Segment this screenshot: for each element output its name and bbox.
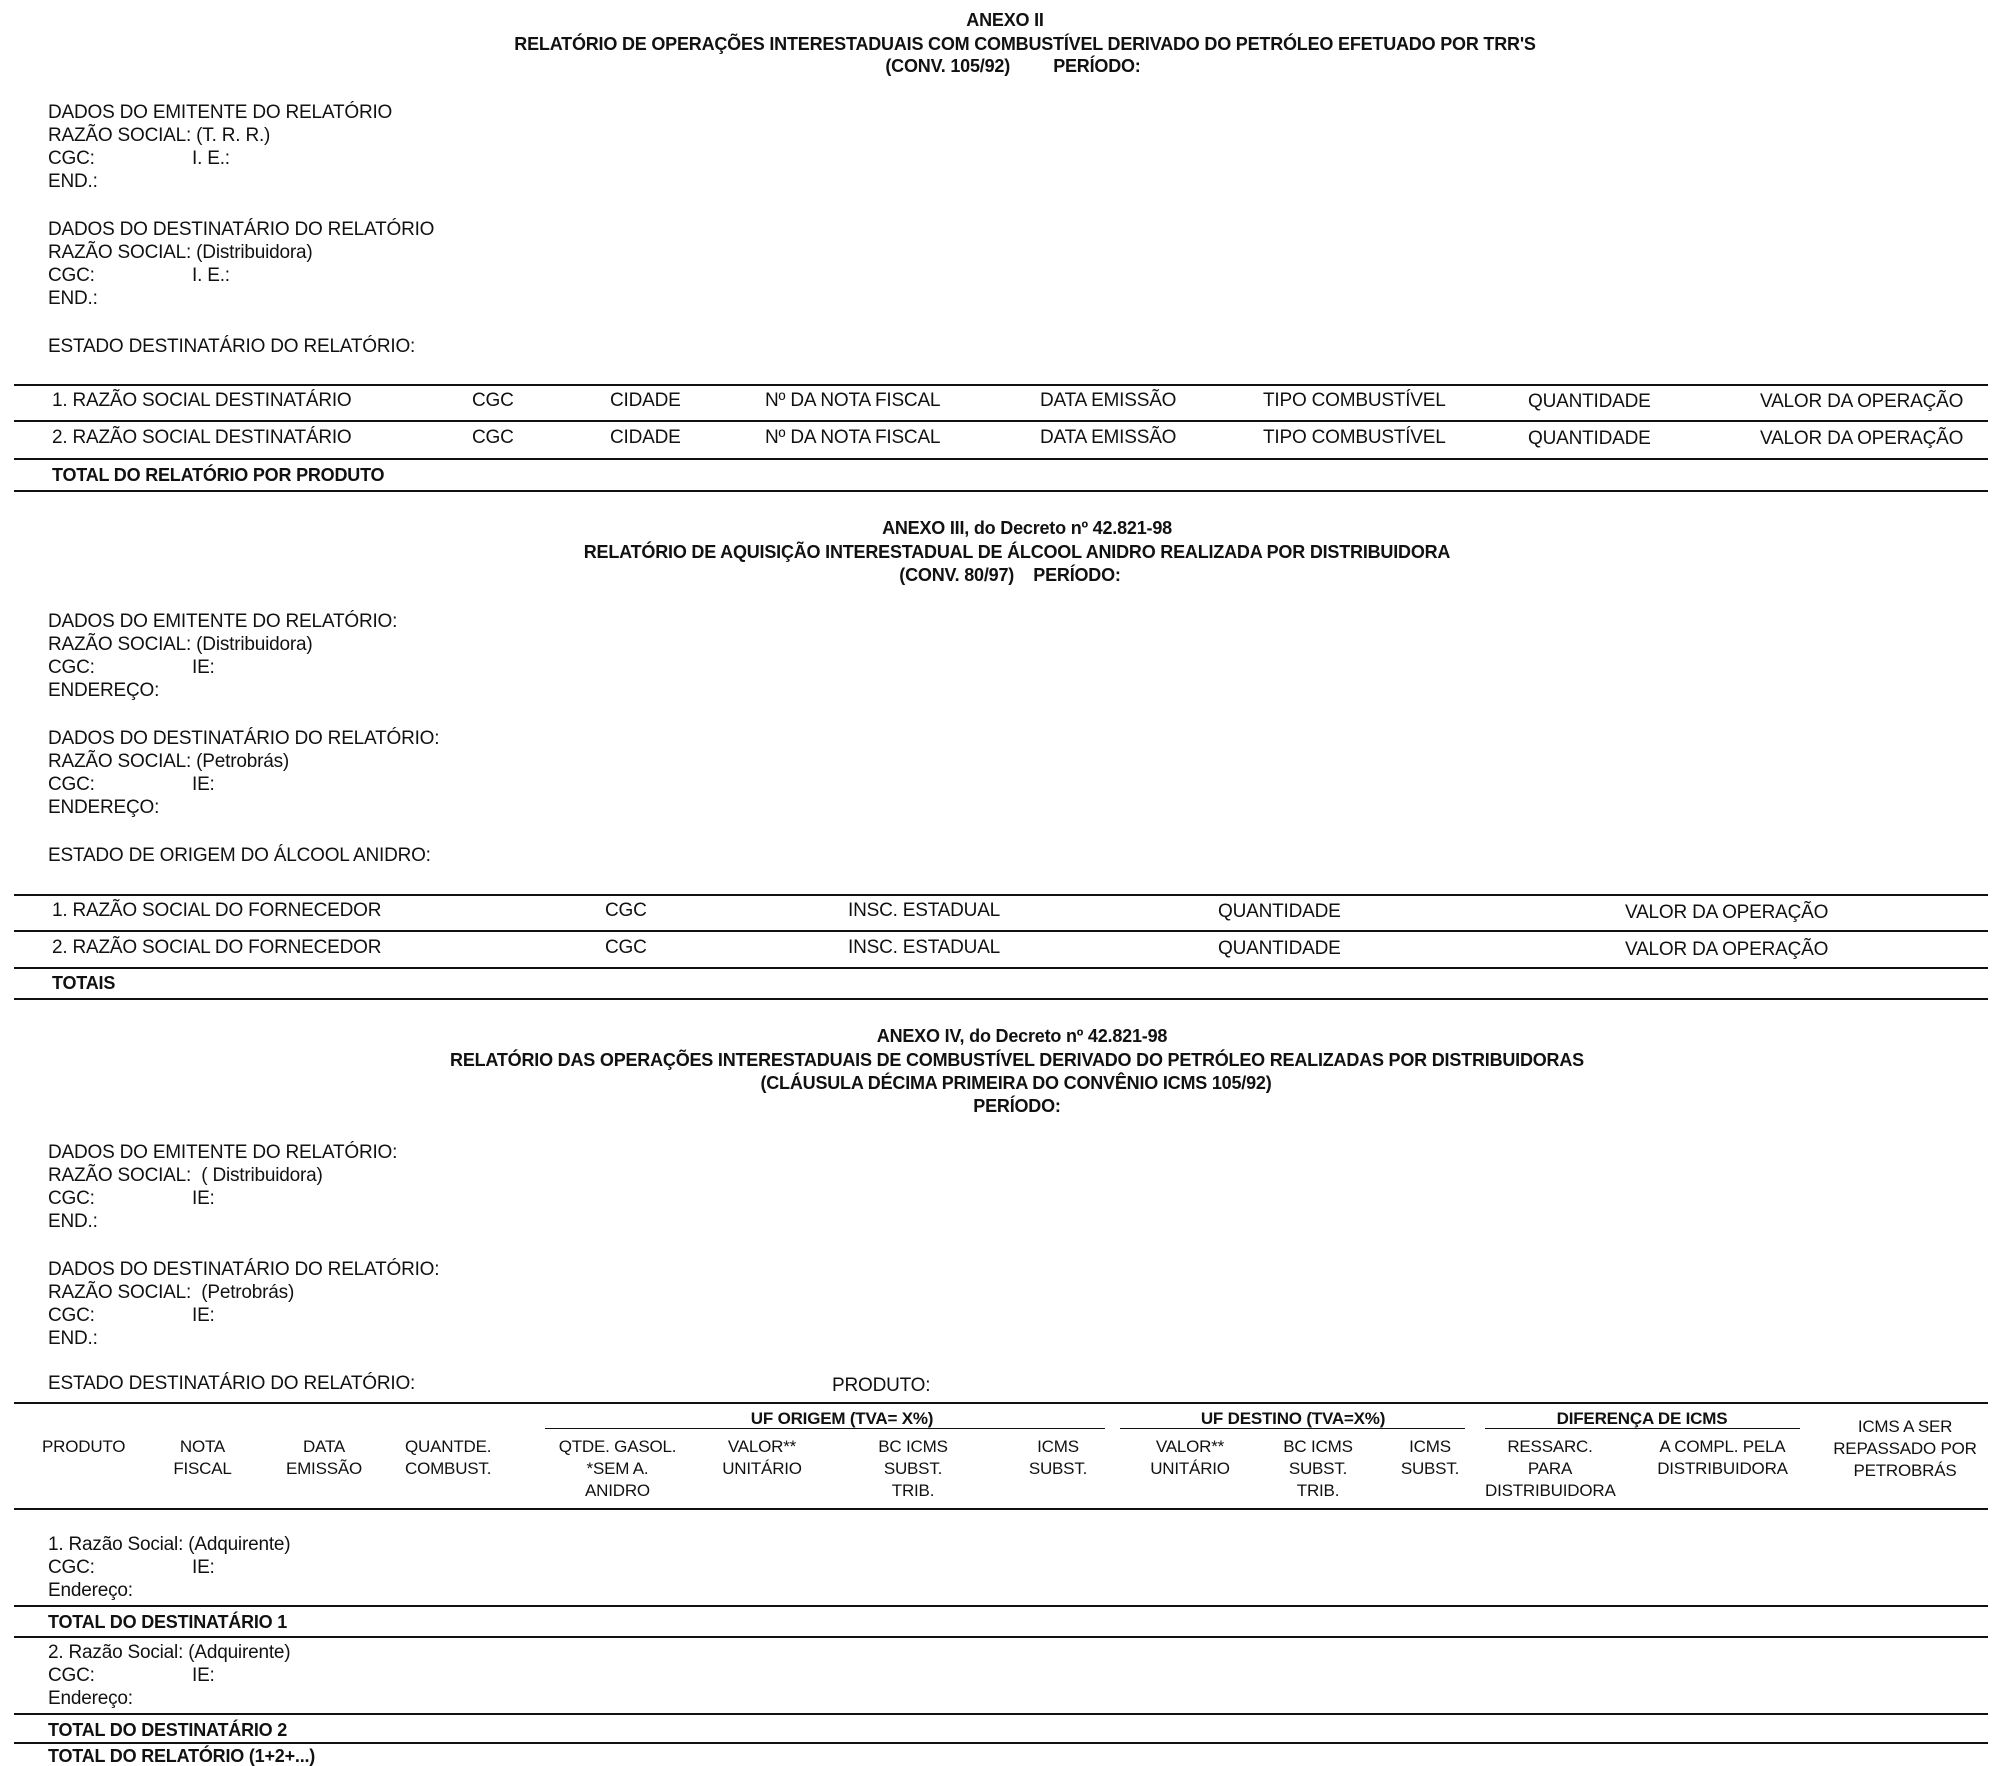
anexo-ii-conv-periodo: (CONV. 105/92) PERÍODO:: [885, 56, 1141, 76]
anexo-iv-title: ANEXO IV, do Decreto nº 42.821-98: [876, 1026, 1168, 1046]
rule: [14, 998, 1988, 1000]
tipo-combustivel-cell: TIPO COMBUSTÍVEL: [1263, 427, 1446, 448]
anexo-iv-clausula: (CLÁUSULA DÉCIMA PRIMEIRA DO CONVÊNIO ICMS 105/92): [760, 1073, 1272, 1093]
emitente-heading: DADOS DO EMITENTE DO RELATÓRIO:: [48, 611, 398, 632]
insc-estadual-cell: INSC. ESTADUAL: [848, 937, 1001, 958]
diferenca-icms-header: DIFERENÇA DE ICMS: [1556, 1409, 1728, 1428]
emitente-cgc: CGC:: [48, 1188, 95, 1209]
adquirente-2-endereco: Endereço:: [48, 1688, 133, 1709]
rule: [545, 1428, 1105, 1429]
destinatario-heading: DADOS DO DESTINATÁRIO DO RELATÓRIO:: [48, 1259, 440, 1280]
rule: [14, 1742, 1988, 1744]
anexo-iv-subtitle: RELATÓRIO DAS OPERAÇÕES INTERESTADUAIS DE COMBUSTÍVEL DERIVADO DO PETRÓLEO REALIZADAS POR DISTRIBUIDORAS: [450, 1050, 1584, 1070]
col-valor-unitario-destino: VALOR** UNITÁRIO: [1150, 1437, 1230, 1478]
col-quantde-combust: QUANTDE. COMBUST.: [405, 1437, 492, 1478]
razao-social-cell: 1. RAZÃO SOCIAL DESTINATÁRIO: [52, 390, 352, 411]
razao-social-cell: 2. RAZÃO SOCIAL DESTINATÁRIO: [52, 427, 352, 448]
destinatario-ie: I. E.:: [192, 265, 230, 286]
anexo-iii-subtitle: RELATÓRIO DE AQUISIÇÃO INTERESTADUAL DE ÁLCOOL ANIDRO REALIZADA POR DISTRIBUIDORA: [583, 542, 1451, 562]
col-valor-unitario-origem: VALOR** UNITÁRIO: [722, 1437, 802, 1478]
col-nota-fiscal: NOTA FISCAL: [173, 1437, 232, 1478]
rule: [14, 420, 1988, 422]
total-relatorio: TOTAL DO RELATÓRIO (1+2+...): [48, 1746, 316, 1766]
valor-operacao-cell: VALOR DA OPERAÇÃO: [1760, 428, 1964, 449]
anexo-iii-conv-periodo: (CONV. 80/97) PERÍODO:: [899, 565, 1121, 585]
col-bc-icms-destino: BC ICMS SUBST. TRIB.: [1283, 1437, 1353, 1500]
estado-origem: ESTADO DE ORIGEM DO ÁLCOOL ANIDRO:: [48, 845, 431, 866]
emitente-endereco: END.:: [48, 1211, 98, 1232]
rule: [14, 490, 1988, 492]
emitente-heading: DADOS DO EMITENTE DO RELATÓRIO: [48, 102, 393, 123]
adquirente-1-razao-social: 1. Razão Social: (Adquirente): [48, 1534, 291, 1555]
rule: [14, 967, 1988, 969]
adquirente-1-ie: IE:: [192, 1557, 215, 1578]
rule: [14, 1713, 1988, 1715]
cidade-cell: CIDADE: [610, 427, 681, 448]
totais: TOTAIS: [52, 973, 116, 993]
cgc-cell: CGC: [472, 390, 514, 411]
anexo-iii-title: ANEXO III, do Decreto nº 42.821-98: [882, 518, 1172, 538]
produto-label: PRODUTO:: [832, 1375, 931, 1396]
col-bc-icms-origem: BC ICMS SUBST. TRIB.: [878, 1437, 948, 1500]
adquirente-2-razao-social: 2. Razão Social: (Adquirente): [48, 1642, 291, 1663]
destinatario-ie: IE:: [192, 774, 215, 795]
rule: [1120, 1428, 1465, 1429]
cgc-cell: CGC: [605, 900, 647, 921]
emitente-heading: DADOS DO EMITENTE DO RELATÓRIO:: [48, 1142, 398, 1163]
adquirente-2-ie: IE:: [192, 1665, 215, 1686]
col-compl-distribuidora: A COMPL. PELA DISTRIBUIDORA: [1657, 1437, 1788, 1478]
destinatario-endereco: END.:: [48, 288, 98, 309]
col-data-emissao: DATA EMISSÃO: [285, 1437, 363, 1478]
data-emissao-cell: DATA EMISSÃO: [1040, 390, 1177, 411]
emitente-cgc: CGC:: [48, 657, 95, 678]
rule: [14, 1402, 1988, 1404]
valor-operacao-cell: VALOR DA OPERAÇÃO: [1625, 939, 1829, 960]
estado-destinatario: ESTADO DESTINATÁRIO DO RELATÓRIO:: [48, 1373, 416, 1394]
nota-fiscal-cell: Nº DA NOTA FISCAL: [765, 390, 941, 411]
col-icms-subst-origem: ICMS SUBST.: [1028, 1437, 1088, 1478]
rule: [14, 1636, 1988, 1638]
razao-social-cell: 1. RAZÃO SOCIAL DO FORNECEDOR: [52, 900, 382, 921]
emitente-ie: IE:: [192, 657, 215, 678]
anexo-ii-title: ANEXO II: [966, 10, 1044, 30]
adquirente-1-endereco: Endereço:: [48, 1580, 133, 1601]
destinatario-razao-social: RAZÃO SOCIAL: (Petrobrás): [48, 1282, 295, 1303]
destinatario-heading: DADOS DO DESTINATÁRIO DO RELATÓRIO:: [48, 728, 440, 749]
cidade-cell: CIDADE: [610, 390, 681, 411]
emitente-ie: IE:: [192, 1188, 215, 1209]
total-destinatario-1: TOTAL DO DESTINATÁRIO 1: [48, 1612, 288, 1632]
destinatario-endereco: ENDEREÇO:: [48, 797, 160, 818]
rule: [14, 1605, 1988, 1607]
emitente-endereco: ENDEREÇO:: [48, 680, 160, 701]
col-icms-repassado-petrobras: ICMS A SER REPASSADO POR PETROBRÁS: [1833, 1417, 1977, 1480]
valor-operacao-cell: VALOR DA OPERAÇÃO: [1760, 391, 1964, 412]
total-relatorio-produto: TOTAL DO RELATÓRIO POR PRODUTO: [52, 465, 385, 485]
col-qtde-gasol: QTDE. GASOL. *SEM A. ANIDRO: [558, 1437, 677, 1500]
uf-destino-header: UF DESTINO (TVA=X%): [1200, 1409, 1386, 1428]
adquirente-1-cgc: CGC:: [48, 1557, 95, 1578]
quantidade-cell: QUANTIDADE: [1528, 391, 1651, 412]
rule: [14, 1508, 1988, 1510]
anexo-iv-periodo: PERÍODO:: [973, 1096, 1061, 1116]
insc-estadual-cell: INSC. ESTADUAL: [848, 900, 1001, 921]
total-destinatario-2: TOTAL DO DESTINATÁRIO 2: [48, 1720, 288, 1740]
tipo-combustivel-cell: TIPO COMBUSTÍVEL: [1263, 390, 1446, 411]
emitente-razao-social: RAZÃO SOCIAL: (Distribuidora): [48, 634, 313, 655]
cgc-cell: CGC: [605, 937, 647, 958]
rule: [14, 458, 1988, 460]
uf-origem-header: UF ORIGEM (TVA= X%): [750, 1409, 934, 1428]
destinatario-heading: DADOS DO DESTINATÁRIO DO RELATÓRIO: [48, 219, 435, 240]
col-produto: PRODUTO: [42, 1437, 126, 1456]
valor-operacao-cell: VALOR DA OPERAÇÃO: [1625, 902, 1829, 923]
destinatario-cgc: CGC:: [48, 265, 95, 286]
emitente-razao-social: RAZÃO SOCIAL: (T. R. R.): [48, 125, 271, 146]
cgc-cell: CGC: [472, 427, 514, 448]
rule: [14, 930, 1988, 932]
destinatario-ie: IE:: [192, 1305, 215, 1326]
anexo-ii-subtitle: RELATÓRIO DE OPERAÇÕES INTERESTADUAIS COM COMBUSTÍVEL DERIVADO DO PETRÓLEO EFETUADO POR TRR'S: [514, 34, 1536, 54]
destinatario-cgc: CGC:: [48, 774, 95, 795]
nota-fiscal-cell: Nº DA NOTA FISCAL: [765, 427, 941, 448]
col-icms-subst-destino: ICMS SUBST.: [1400, 1437, 1460, 1478]
rule: [14, 894, 1988, 896]
emitente-ie: I. E.:: [192, 148, 230, 169]
quantidade-cell: QUANTIDADE: [1218, 901, 1341, 922]
emitente-cgc: CGC:: [48, 148, 95, 169]
quantidade-cell: QUANTIDADE: [1218, 938, 1341, 959]
destinatario-cgc: CGC:: [48, 1305, 95, 1326]
destinatario-razao-social: RAZÃO SOCIAL: (Petrobrás): [48, 751, 290, 772]
destinatario-razao-social: RAZÃO SOCIAL: (Distribuidora): [48, 242, 313, 263]
rule: [14, 384, 1988, 386]
data-emissao-cell: DATA EMISSÃO: [1040, 427, 1177, 448]
destinatario-endereco: END.:: [48, 1328, 98, 1349]
rule: [1485, 1428, 1800, 1429]
emitente-endereco: END.:: [48, 171, 98, 192]
emitente-razao-social: RAZÃO SOCIAL: ( Distribuidora): [48, 1165, 323, 1186]
estado-destinatario: ESTADO DESTINATÁRIO DO RELATÓRIO:: [48, 336, 416, 357]
adquirente-2-cgc: CGC:: [48, 1665, 95, 1686]
razao-social-cell: 2. RAZÃO SOCIAL DO FORNECEDOR: [52, 937, 382, 958]
col-ressarc-distribuidora: RESSARC. PARA DISTRIBUIDORA: [1485, 1437, 1616, 1500]
quantidade-cell: QUANTIDADE: [1528, 428, 1651, 449]
